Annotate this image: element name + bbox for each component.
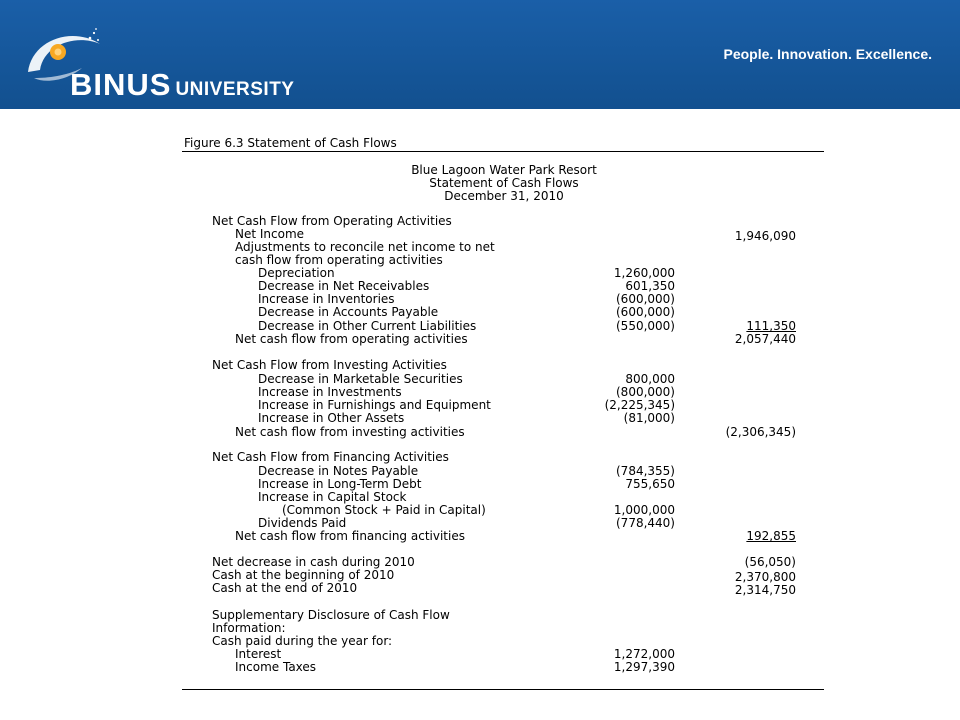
row-value-col1: (800,000) (616, 385, 675, 399)
row-label: Increase in Investments (258, 385, 402, 399)
company-name: Blue Lagoon Water Park Resort (411, 163, 597, 177)
row-value-col2: (56,050) (744, 555, 796, 569)
row-value-col2: (2,306,345) (725, 425, 796, 439)
row-value-col2: 2,057,440 (734, 332, 796, 346)
row-value-col2: 2,370,800 (734, 570, 796, 584)
row-label: Increase in Furnishings and Equipment (258, 398, 491, 412)
row-value-col1: 1,272,000 (613, 647, 675, 661)
row-value-col2: 1,946,090 (734, 229, 796, 243)
row-label: Decrease in Net Receivables (258, 279, 430, 293)
row-label: Cash at the beginning of 2010 (212, 568, 395, 582)
row-label: Decrease in Marketable Securities (258, 372, 463, 386)
row-label: Net decrease in cash during 2010 (212, 555, 415, 569)
row-value-col1: 1,260,000 (613, 266, 675, 280)
section-heading-supplementary: Supplementary Disclosure of Cash Flow (212, 608, 450, 622)
row-label: Net Income (235, 227, 305, 241)
row-label: Net cash flow from financing activities (235, 529, 465, 543)
row-value-col1: (2,225,345) (604, 398, 675, 412)
row-label: Increase in Inventories (258, 292, 395, 306)
slogan: People. Innovation. Excellence. (723, 46, 932, 62)
row-label: Cash at the end of 2010 (212, 581, 358, 595)
logo-word-university: UNIVERSITY (175, 79, 295, 100)
row-label: (Common Stock + Paid in Capital) (282, 503, 486, 517)
row-label: Decrease in Accounts Payable (258, 305, 439, 319)
row-value-col1: (600,000) (616, 305, 675, 319)
row-label: Dividends Paid (258, 516, 347, 530)
row-value-col1: 1,297,390 (613, 660, 675, 674)
section-heading-operating: Net Cash Flow from Operating Activities (212, 214, 452, 228)
row-value-col1: (81,000) (623, 411, 675, 425)
row-value-col1: (550,000) (616, 319, 675, 333)
row-label: Net cash flow from investing activities (235, 425, 465, 439)
row-value-col2: 2,314,750 (734, 583, 796, 597)
statement-date: December 31, 2010 (444, 189, 564, 203)
row-label: Interest (235, 647, 282, 661)
row-label: Income Taxes (235, 660, 317, 674)
row-label: Adjustments to reconcile net income to net (235, 240, 495, 254)
row-value-col1: 1,000,000 (613, 503, 675, 517)
row-label: Depreciation (258, 266, 335, 280)
section-heading-financing: Net Cash Flow from Financing Activities (212, 450, 449, 464)
row-label: cash flow from operating activities (235, 253, 443, 267)
row-value-col1: 800,000 (625, 372, 675, 386)
section-heading-supplementary-cont: Information: (212, 621, 286, 635)
row-label: Increase in Long-Term Debt (258, 477, 422, 491)
bottom-rule (182, 689, 824, 690)
top-rule (182, 151, 824, 152)
row-label: Increase in Capital Stock (258, 490, 407, 504)
row-value-col1: (778,440) (616, 516, 675, 530)
logo-word-binus: BINUS (70, 67, 172, 102)
statement-title: Statement of Cash Flows (429, 176, 579, 190)
row-value-col1: 601,350 (625, 279, 675, 293)
row-label: Decrease in Other Current Liabilities (258, 319, 477, 333)
row-value-col1: (784,355) (616, 464, 675, 478)
row-label: Decrease in Notes Payable (258, 464, 419, 478)
row-label: Cash paid during the year for: (212, 634, 393, 648)
row-label: Increase in Other Assets (258, 411, 405, 425)
row-label: Net cash flow from operating activities (235, 332, 468, 346)
row-value-col1: (600,000) (616, 292, 675, 306)
row-value-col1: 755,650 (625, 477, 675, 491)
figure-caption: Figure 6.3 Statement of Cash Flows (184, 136, 397, 150)
row-value-col2: 111,350 (746, 319, 796, 333)
section-heading-investing: Net Cash Flow from Investing Activities (212, 358, 447, 372)
row-value-col2: 192,855 (746, 529, 796, 543)
